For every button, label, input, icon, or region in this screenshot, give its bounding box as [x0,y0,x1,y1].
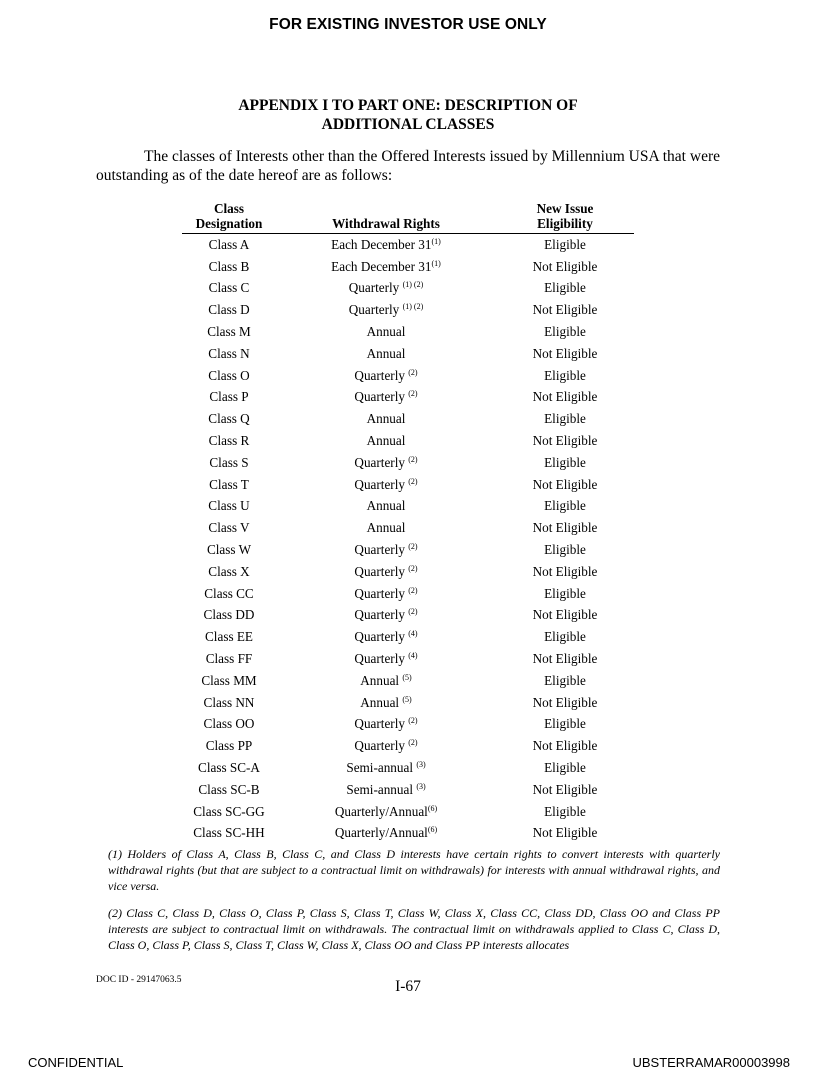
footnote-ref: (2) [408,476,418,486]
footnote-ref: (4) [408,651,418,661]
new-issue-eligibility: Eligible [544,454,586,470]
class-designation: Class U [208,498,250,514]
title-line-1: APPENDIX I TO PART ONE: DESCRIPTION OF [238,97,578,114]
new-issue-eligibility: Eligible [544,760,586,776]
footnote-ref: (5) [402,694,412,704]
new-issue-eligibility: Not Eligible [532,781,598,797]
new-issue-eligibility: Not Eligible [532,476,598,492]
footnote-ref: (2) [408,367,418,377]
header-designation-line1: Class [213,201,245,216]
withdrawal-text: Quarterly [354,651,409,667]
new-issue-eligibility: Not Eligible [532,694,598,710]
footnote-ref: (2) [408,607,418,617]
withdrawal-text: Quarterly/Annual [334,825,428,841]
withdrawal-rights [276,801,496,823]
footnote-ref: (3) [416,760,426,770]
withdrawal-text: Each December 31 [331,258,432,274]
table-row [182,474,634,496]
new-issue-eligibility: Not Eligible [532,825,598,841]
header-withdrawal-label: Withdrawal Rights [332,216,440,231]
withdrawal-text: Quarterly [348,302,403,318]
withdrawal-rights [276,779,496,801]
new-issue-eligibility: Eligible [544,236,586,252]
withdrawal-text: Quarterly [354,629,409,645]
footnote-ref: (2) [408,563,418,573]
withdrawal-rights [276,452,496,474]
footnote-ref: (1) [431,236,441,246]
new-issue-eligibility: Eligible [544,672,586,688]
withdrawal-rights [276,474,496,496]
footnote-ref: (1) (2) [402,302,424,312]
table-row [182,648,634,670]
class-designation: Class X [208,563,250,579]
withdrawal-text: Quarterly [354,607,409,623]
new-issue-eligibility: Not Eligible [532,651,598,667]
new-issue-eligibility: Not Eligible [532,607,598,623]
table-row [182,823,634,845]
class-designation: Class S [209,454,249,470]
new-issue-eligibility: Not Eligible [532,738,598,754]
withdrawal-rights [276,299,496,321]
withdrawal-text: Quarterly [354,454,409,470]
withdrawal-rights [276,343,496,365]
withdrawal-rights [276,365,496,387]
class-designation: Class EE [205,629,253,645]
new-issue-eligibility: Eligible [544,585,586,601]
table-row [182,583,634,605]
class-designation: Class SC-GG [193,803,265,819]
table-row [182,757,634,779]
class-designation: Class R [208,433,250,449]
table-row [182,278,634,300]
footnote-ref: (5) [402,672,412,682]
new-issue-eligibility: Eligible [544,324,586,340]
table-row [182,321,634,343]
withdrawal-text: Quarterly [354,476,409,492]
table-row [182,714,634,736]
withdrawal-rights [276,408,496,430]
footnote-ref: (3) [416,781,426,791]
class-designation: Class B [208,258,250,274]
new-issue-eligibility: Not Eligible [532,563,598,579]
table-header-row [182,201,634,234]
withdrawal-text: Annual [366,345,406,361]
withdrawal-rights [276,321,496,343]
withdrawal-text: Annual [366,411,406,427]
class-designation: Class FF [205,651,253,667]
class-designation: Class SC-B [198,781,260,797]
withdrawal-text: Annual [366,498,406,514]
header-designation [182,201,276,234]
table-row [182,779,634,801]
confidential-label: CONFIDENTIAL [28,1055,124,1070]
title-line-2: ADDITIONAL CLASSES [321,116,495,133]
table-row [182,692,634,714]
footnote-ref: (6) [427,825,438,835]
table-row [182,626,634,648]
header-eligibility-line2: Eligibility [537,216,593,231]
table-row [182,735,634,757]
footnote-ref: (6) [427,803,438,813]
table-row [182,670,634,692]
page-number: I-67 [395,978,421,995]
new-issue-eligibility: Not Eligible [532,258,598,274]
class-designation: Class NN [203,694,255,710]
new-issue-eligibility: Not Eligible [532,433,598,449]
withdrawal-rights [276,605,496,627]
new-issue-eligibility: Eligible [544,716,586,732]
class-designation: Class N [208,345,250,361]
table-row [182,343,634,365]
table-row [182,430,634,452]
withdrawal-rights [276,583,496,605]
withdrawal-text: Annual [360,694,403,710]
intro-paragraph: The classes of Interests other than the Offered Interests issued by Millennium USA that were outstanding as of the date hereof are as follows: [96,148,720,184]
bates-number: UBSTERRAMAR00003998 [632,1055,790,1070]
table-row [182,408,634,430]
new-issue-eligibility: Eligible [544,280,586,296]
table-row [182,365,634,387]
withdrawal-rights [276,823,496,845]
class-designation: Class W [206,542,252,558]
withdrawal-rights [276,517,496,539]
class-designation: Class Q [208,411,250,427]
class-designation: Class DD [203,607,255,623]
new-issue-eligibility: Eligible [544,542,586,558]
table-row [182,496,634,518]
withdrawal-text: Quarterly [348,280,403,296]
new-issue-eligibility: Not Eligible [532,302,598,318]
withdrawal-rights [276,387,496,409]
class-designation: Class SC-HH [193,825,265,841]
class-designation: Class D [208,302,250,318]
new-issue-eligibility: Not Eligible [532,345,598,361]
withdrawal-text: Annual [366,324,406,340]
withdrawal-text: Quarterly [354,542,409,558]
class-designation: Class CC [204,585,254,601]
withdrawal-text: Quarterly [354,563,409,579]
classes-table [182,201,634,844]
footnote-ref: (4) [408,629,418,639]
new-issue-eligibility: Eligible [544,629,586,645]
withdrawal-text: Semi-annual [346,781,417,797]
footnote-ref: (2) [408,585,418,595]
footnote-ref: (2) [408,716,418,726]
class-designation: Class P [209,389,249,405]
new-issue-eligibility: Eligible [544,803,586,819]
class-designation: Class C [208,280,250,296]
header-eligibility [496,201,634,234]
table-row [182,387,634,409]
footnotes [108,846,720,964]
withdrawal-rights [276,234,496,256]
withdrawal-rights [276,692,496,714]
new-issue-eligibility: Eligible [544,367,586,383]
footnote-ref: (2) [408,542,418,552]
class-designation: Class MM [201,672,257,688]
withdrawal-text: Semi-annual [346,760,417,776]
withdrawal-rights [276,561,496,583]
table-row [182,234,634,256]
class-designation: Class SC-A [198,760,260,776]
class-designation: Class M [207,324,251,340]
withdrawal-text: Quarterly [354,585,409,601]
withdrawal-text: Quarterly/Annual [334,803,428,819]
withdrawal-text: Quarterly [354,367,409,383]
class-designation: Class T [209,476,249,492]
withdrawal-text: Annual [366,520,406,536]
withdrawal-rights [276,735,496,757]
footnote-ref: (2) [408,738,418,748]
new-issue-eligibility: Eligible [544,411,586,427]
class-designation: Class O [208,367,250,383]
footnote-ref: (2) [408,389,418,399]
withdrawal-rights [276,670,496,692]
withdrawal-rights [276,757,496,779]
appendix-title [0,96,816,134]
footnote-ref: (1) [431,258,441,268]
new-issue-eligibility: Eligible [544,498,586,514]
withdrawal-text: Annual [360,672,403,688]
footnote-2: (2) Class C, Class D, Class O, Class P, Class S, Class T, Class W, Class X, Class CC, Class DD, Class OO and Class PP interests are subject to contractual limit on withdrawals. The contractual limit on withdrawals applied to Class C, Class D, Class O, Class P, Class S, Class T, Class W, Class X, Class OO and Class PP interests allocates [108,906,720,952]
withdrawal-text: Quarterly [354,716,409,732]
header-withdrawal [276,201,496,234]
table-row [182,517,634,539]
table-row [182,299,634,321]
withdrawal-text: Annual [366,433,406,449]
table-row [182,539,634,561]
table-row [182,256,634,278]
class-designation: Class A [208,236,250,252]
withdrawal-rights [276,626,496,648]
doc-id: DOC ID - 29147063.5 [96,975,182,985]
withdrawal-text: Each December 31 [331,236,432,252]
withdrawal-rights [276,278,496,300]
table-row [182,801,634,823]
table-body [182,234,634,845]
withdrawal-rights [276,430,496,452]
table-row [182,452,634,474]
withdrawal-text: Quarterly [354,738,409,754]
withdrawal-rights [276,539,496,561]
header-eligibility-line1: New Issue [536,201,594,216]
withdrawal-rights [276,714,496,736]
new-issue-eligibility: Not Eligible [532,389,598,405]
footnote-ref: (1) (2) [402,280,424,290]
withdrawal-rights [276,256,496,278]
withdrawal-text: Quarterly [354,389,409,405]
header-designation-line2: Designation [195,216,263,231]
footnote-ref: (2) [408,454,418,464]
withdrawal-rights [276,648,496,670]
class-designation: Class PP [205,738,253,754]
table-row [182,561,634,583]
table-row [182,605,634,627]
class-designation: Class V [208,520,250,536]
footnote-1: (1) Holders of Class A, Class B, Class C, and Class D interests have certain rights to convert interests with quarterly withdrawal rights (but that are subject to a contractual limit on withdrawals) for interests with annual withdrawal rights, and vice versa. [108,847,720,893]
confidential-banner: FOR EXISTING INVESTOR USE ONLY [269,16,547,33]
new-issue-eligibility: Not Eligible [532,520,598,536]
withdrawal-rights [276,496,496,518]
class-designation: Class OO [203,716,255,732]
